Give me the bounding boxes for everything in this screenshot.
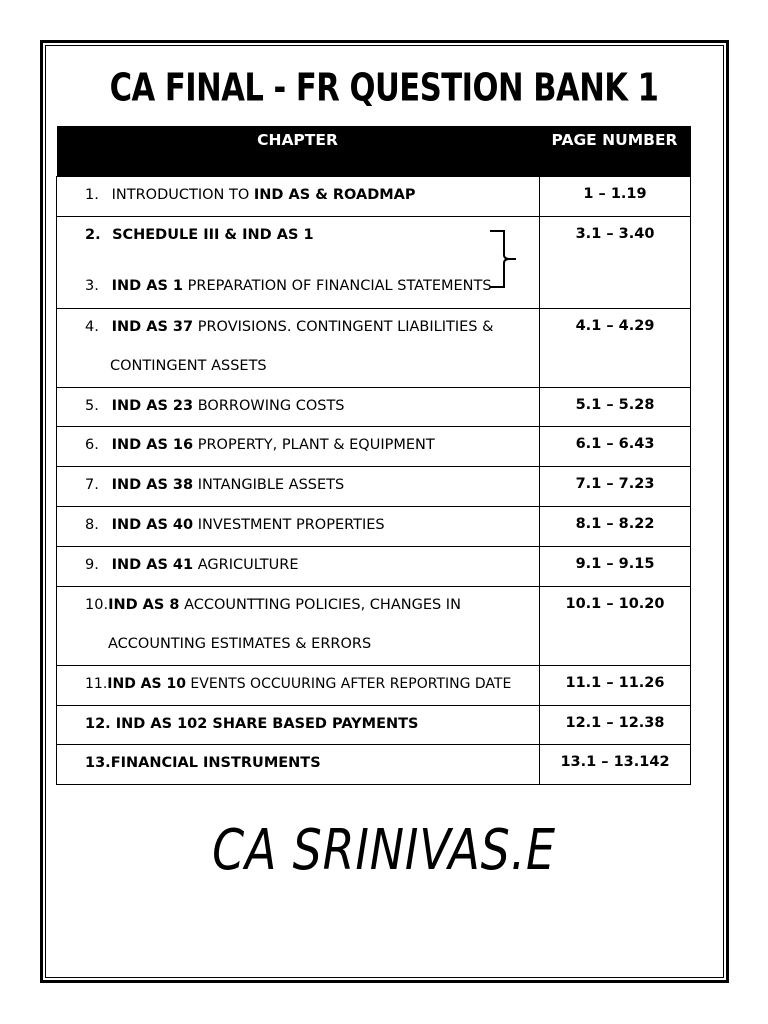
chapter-cell	[57, 705, 540, 744]
page-range: 3.1 – 3.40	[540, 216, 691, 308]
page-range: 5.1 – 5.28	[540, 387, 691, 426]
page-range: 7.1 – 7.23	[540, 466, 691, 506]
author-signature: CA SRINIVAS.E	[212, 818, 556, 883]
chapter-text: ACCOUNTTING POLICIES, CHANGES IN	[179, 596, 461, 613]
table-row	[57, 506, 691, 546]
page-number-header: PAGE NUMBER	[540, 126, 691, 176]
table-row	[57, 744, 691, 784]
chapter-cell	[57, 744, 540, 784]
chapter-bold: IND AS 40	[111, 516, 194, 533]
chapter-number: 4.	[85, 318, 99, 335]
table-row	[57, 466, 691, 506]
chapter-cell	[57, 216, 540, 308]
chapter-number: 13.	[85, 754, 111, 771]
table-row	[57, 426, 691, 466]
chapter-cell	[57, 506, 540, 546]
chapter-text: EVENTS OCCUURING AFTER REPORTING DATE	[185, 675, 512, 692]
chapter-bold: IND AS 102 SHARE BASED PAYMENTS	[115, 715, 419, 732]
chapter-cell	[57, 586, 540, 665]
chapter-cell	[57, 466, 540, 506]
table-row	[57, 705, 691, 744]
chapter-bold: SCHEDULE III & IND AS 1	[112, 226, 314, 243]
chapter-number: 2.	[85, 226, 101, 243]
chapter-number: 10.	[85, 596, 109, 613]
chapter-number: 8.	[85, 516, 99, 533]
page-range: 11.1 – 11.26	[540, 665, 691, 705]
chapter-text-continued: CONTINGENT ASSETS	[110, 357, 267, 374]
chapter-cell	[57, 308, 540, 387]
chapter-number: 5.	[85, 397, 99, 414]
chapter-table	[56, 126, 691, 785]
chapter-cell	[57, 546, 540, 586]
chapter-bold: FINANCIAL INSTRUMENTS	[110, 754, 321, 771]
table-header-row	[57, 126, 691, 176]
table-row	[57, 665, 691, 705]
chapter-bold: IND AS & ROADMAP	[253, 186, 416, 203]
chapter-header: CHAPTER	[57, 126, 540, 176]
table-row	[57, 308, 691, 387]
chapter-bold: IND AS 1	[111, 277, 184, 294]
chapter-bold: IND AS 23	[111, 397, 194, 414]
chapter-number: 9.	[85, 556, 99, 573]
chapter-text: PROVISIONS. CONTINGENT LIABILITIES &	[193, 318, 494, 335]
chapter-number: 7.	[85, 476, 99, 493]
chapter-text: PREPARATION OF FINANCIAL STATEMENTS	[183, 277, 492, 294]
chapter-text: INTANGIBLE ASSETS	[193, 476, 345, 493]
page-range: 12.1 – 12.38	[540, 705, 691, 744]
chapter-bold: IND AS 16	[111, 436, 194, 453]
chapter-number: 6.	[85, 436, 99, 453]
page-range: 6.1 – 6.43	[540, 426, 691, 466]
chapter-text-continued: ACCOUNTING ESTIMATES & ERRORS	[108, 635, 372, 652]
table-row	[57, 546, 691, 586]
chapter-bold: IND AS 10	[107, 675, 186, 692]
chapter-text: AGRICULTURE	[193, 556, 299, 573]
chapter-cell	[57, 176, 540, 216]
chapter-text: INVESTMENT PROPERTIES	[193, 516, 385, 533]
page-range: 8.1 – 8.22	[540, 506, 691, 546]
table-row	[57, 387, 691, 426]
chapter-number: 1.	[85, 186, 99, 203]
table-row	[57, 586, 691, 665]
page-range: 9.1 – 9.15	[540, 546, 691, 586]
chapter-number: 12.	[85, 715, 111, 732]
page-range: 1 – 1.19	[540, 176, 691, 216]
table-row	[57, 176, 691, 216]
chapter-cell	[57, 387, 540, 426]
curly-brace-icon	[488, 229, 518, 289]
chapter-text: BORROWING COSTS	[193, 397, 345, 414]
chapter-cell	[57, 665, 540, 705]
chapter-bold: IND AS 41	[111, 556, 194, 573]
page-range: 4.1 – 4.29	[540, 308, 691, 387]
chapter-number: 11.	[85, 675, 108, 692]
chapter-number: 3.	[85, 277, 99, 294]
chapter-bold: IND AS 37	[111, 318, 194, 335]
chapter-text: INTRODUCTION TO	[111, 186, 254, 203]
page-range: 10.1 – 10.20	[540, 586, 691, 665]
page-range: 13.1 – 13.142	[540, 744, 691, 784]
chapter-cell	[57, 426, 540, 466]
chapter-bold: IND AS 8	[108, 596, 180, 613]
chapter-bold: IND AS 38	[111, 476, 194, 493]
chapter-text: PROPERTY, PLANT & EQUIPMENT	[193, 436, 435, 453]
table-row	[57, 216, 691, 308]
document-title: CA FINAL - FR QUESTION BANK 1	[109, 66, 659, 111]
